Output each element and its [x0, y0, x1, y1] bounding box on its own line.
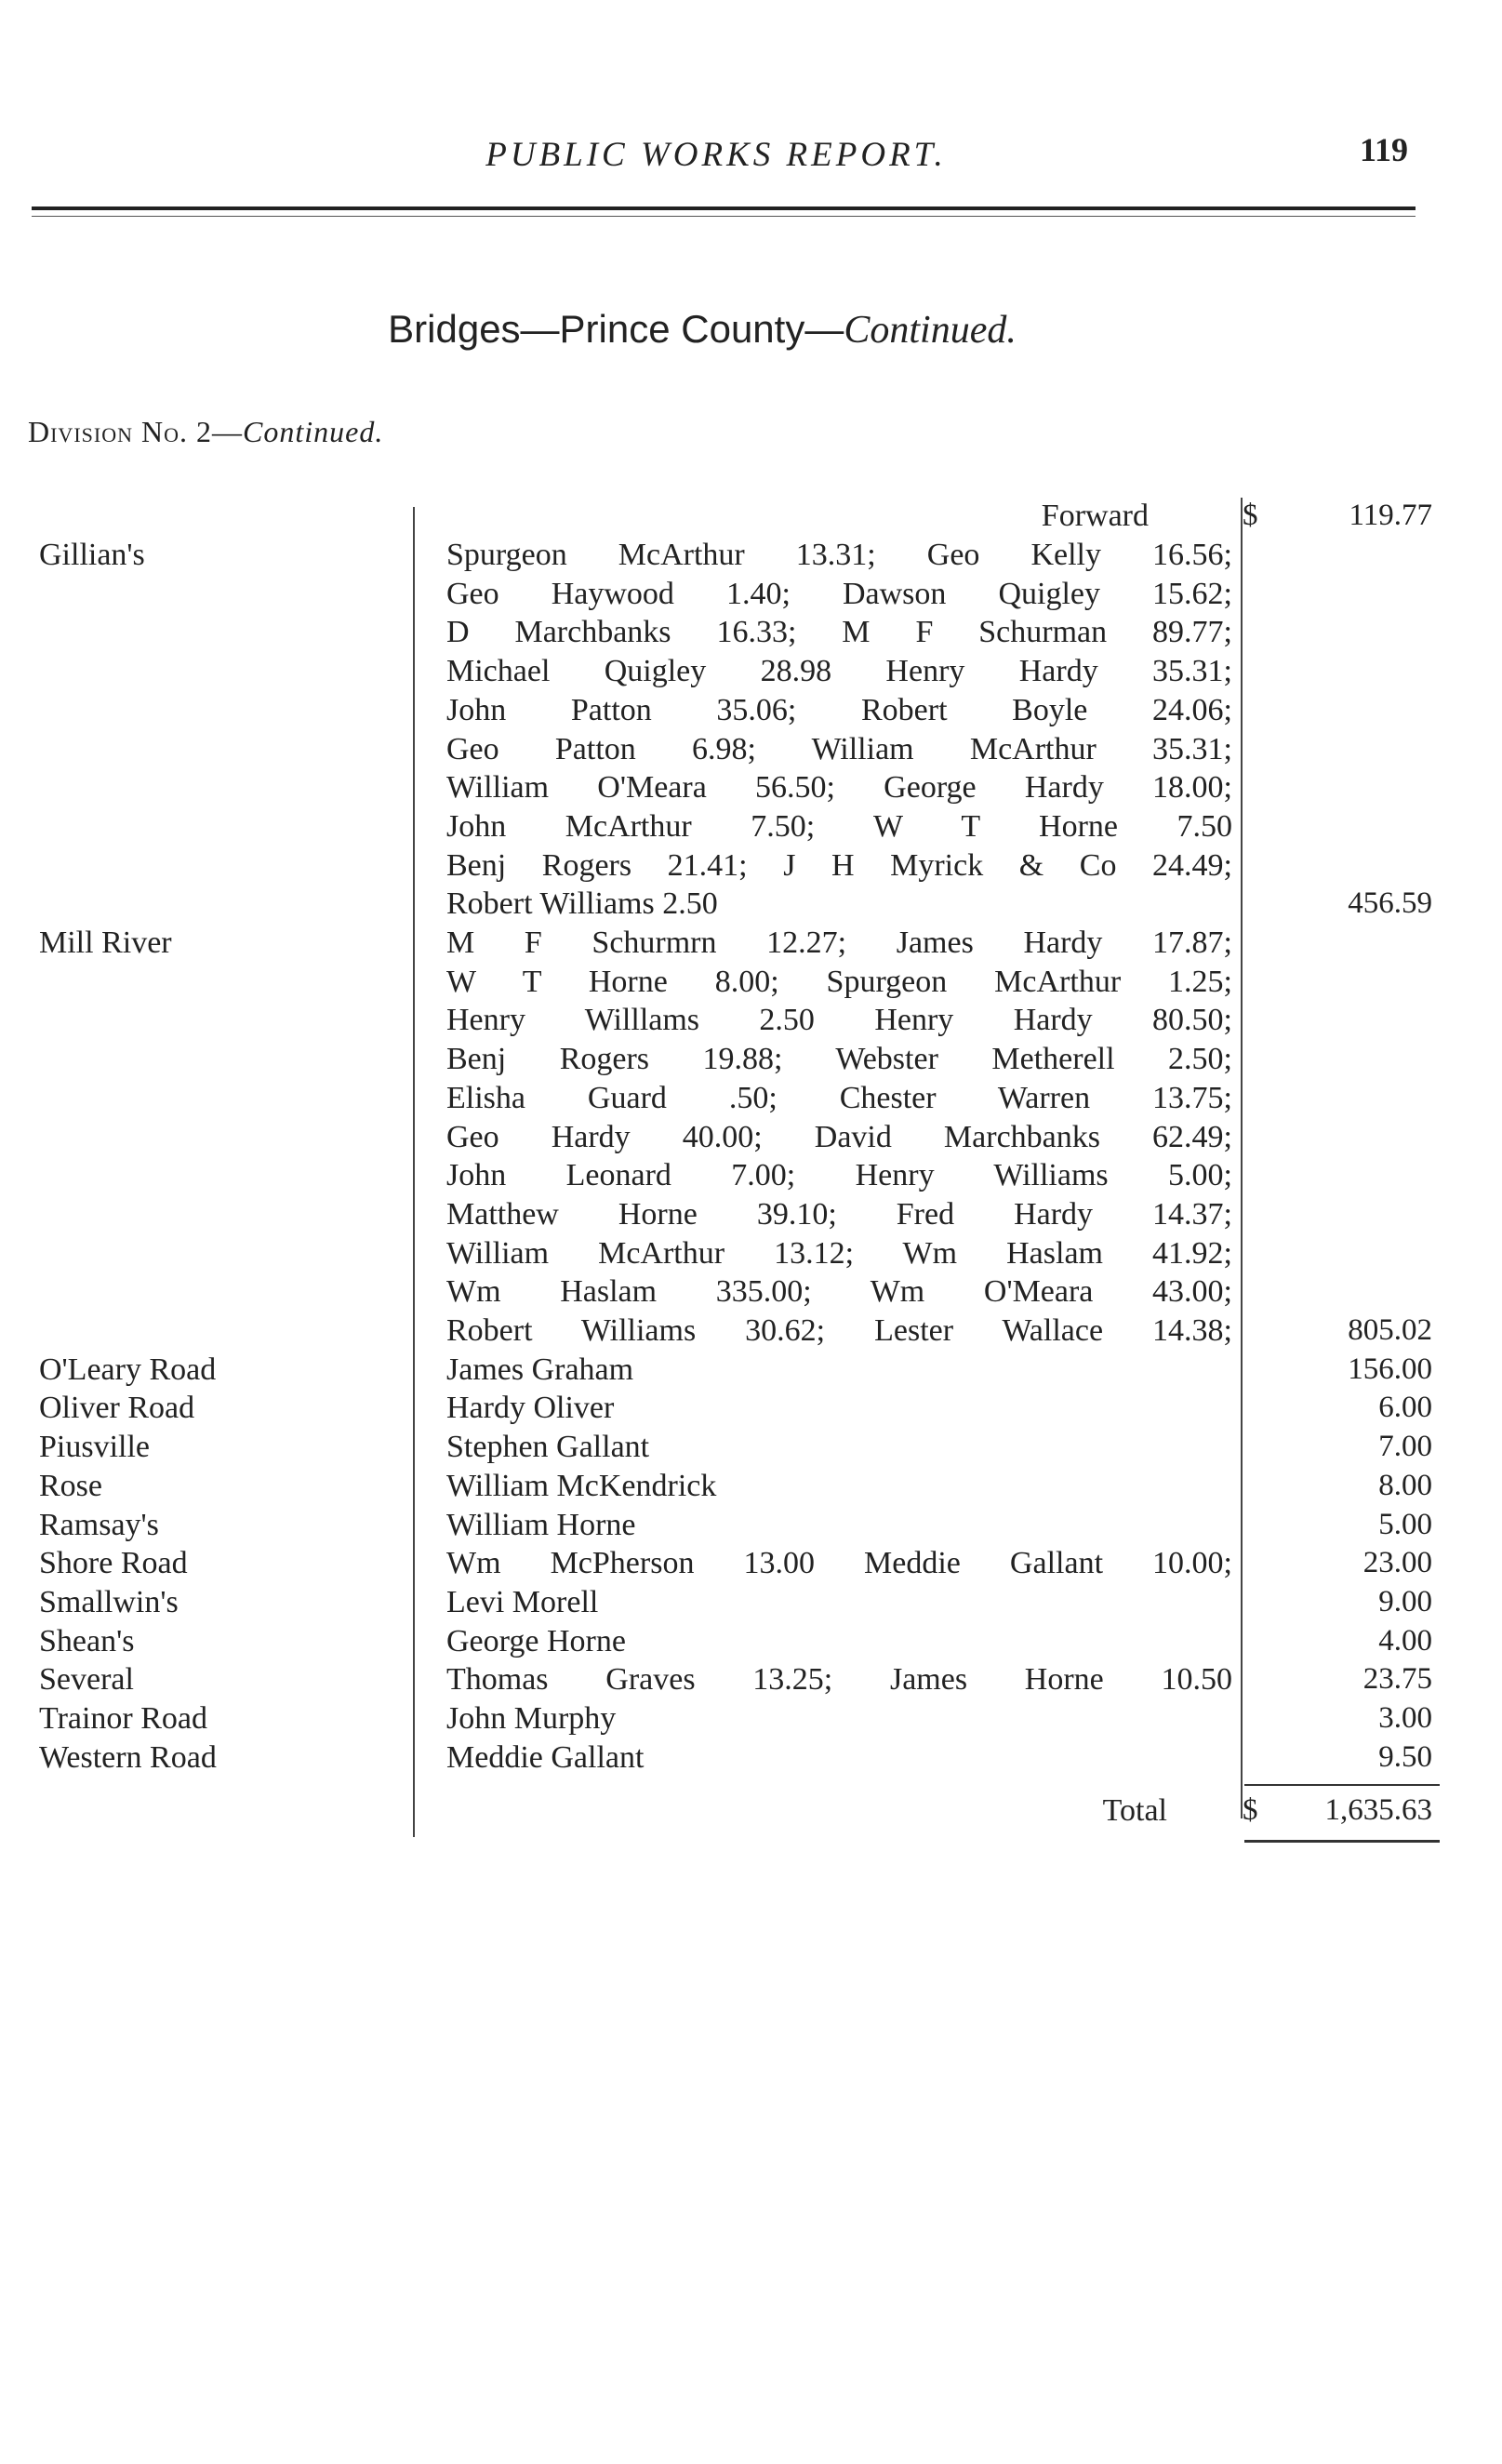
payee-entry: Geo Patton 6.98; William McArthur 35.31; [446, 731, 1232, 766]
amount: 5.00 [1378, 1507, 1432, 1541]
ledger-row [0, 1120, 1502, 1159]
payee-entry: Geo Haywood 1.40; Dawson Quigley 15.62; [446, 576, 1232, 611]
section-title-main: Bridges—Prince County— [388, 307, 844, 351]
payee-entry: John McArthur 7.50; W T Horne 7.50 [446, 808, 1232, 844]
payee-entry: Wm Haslam 335.00; Wm O'Meara 43.00; [446, 1274, 1232, 1310]
amount: 156.00 [1348, 1352, 1432, 1386]
payee-entry: Benj Rogers 19.88; Webster Metherell 2.50; [446, 1042, 1232, 1077]
ledger-row [0, 1430, 1502, 1469]
payee-entry: William O'Meara 56.50; George Hardy 18.00; [446, 770, 1232, 806]
amount: 456.59 [1348, 886, 1432, 921]
payee-entry: George Horne [446, 1623, 626, 1658]
place-name: Several [39, 1662, 134, 1698]
amount: 805.02 [1348, 1313, 1432, 1347]
payee-entry: John Patton 35.06; Robert Boyle 24.06; [446, 692, 1232, 727]
ledger-row [0, 926, 1502, 965]
place-name: Shore Road [39, 1546, 188, 1581]
place-name: Piusville [39, 1430, 151, 1465]
ledger-row [0, 1508, 1502, 1547]
ledger-row [0, 886, 1502, 926]
header-rule [32, 206, 1416, 210]
amount: 4.00 [1378, 1623, 1432, 1658]
amount: 8.00 [1378, 1468, 1432, 1502]
ledger-row [0, 654, 1502, 693]
payee-entry: Robert Williams 30.62; Lester Wallace 14.38; [446, 1313, 1232, 1348]
ledger-row [0, 1313, 1502, 1352]
payee-entry: Henry Willlams 2.50 Henry Hardy 80.50; [446, 1003, 1232, 1038]
ledger-row [0, 1740, 1502, 1779]
page-number: 119 [1360, 131, 1409, 168]
place-name: Mill River [39, 926, 172, 960]
ledger-row [0, 848, 1502, 887]
payee-entry: Wm McPherson 13.00 Meddie Gallant 10.00; [446, 1546, 1232, 1581]
section-title [0, 307, 1404, 353]
division-heading [28, 415, 383, 449]
ledger-row [0, 732, 1502, 771]
ledger-row [0, 1701, 1502, 1740]
place-name: Ramsay's [39, 1507, 159, 1542]
payee-entry: John Murphy [446, 1701, 617, 1736]
total-rule [1244, 1784, 1440, 1786]
payee-entry: Thomas Graves 13.25; James Horne 10.50 [446, 1662, 1232, 1698]
ledger-row [0, 1662, 1502, 1701]
division-continued: Continued. [242, 415, 384, 448]
ledger-row [0, 538, 1502, 577]
ledger-row [0, 1391, 1502, 1430]
division-label: Division No. 2— [28, 415, 243, 448]
place-name: Rose [39, 1468, 102, 1503]
payee-entry: Robert Williams 2.50 [446, 886, 718, 922]
ledger-row [0, 1274, 1502, 1313]
ledger-row [0, 1003, 1502, 1042]
place-name: O'Leary Road [39, 1352, 217, 1387]
ledger-row [0, 1624, 1502, 1663]
section-title-continued: Continued. [844, 309, 1017, 352]
payee-entry: Levi Morell [446, 1584, 599, 1619]
payee-entry: Geo Hardy 40.00; David Marchbanks 62.49; [446, 1119, 1232, 1154]
forward-label: Forward [1041, 499, 1149, 533]
ledger-row [0, 809, 1502, 848]
total-dollar: $ [1243, 1793, 1258, 1827]
payee-entry: Meddie Gallant [446, 1739, 645, 1775]
payee-entry: James Graham [446, 1352, 634, 1387]
ledger-row [0, 693, 1502, 732]
ledger-row [0, 1042, 1502, 1081]
forward-amount: 119.77 [1349, 499, 1432, 532]
ledger-row [0, 1197, 1502, 1236]
ledger-row [0, 1081, 1502, 1120]
payee-entry: William Horne [446, 1507, 636, 1542]
amount: 3.00 [1378, 1701, 1432, 1735]
payee-entry: Benj Rogers 21.41; J H Myrick & Co 24.49; [446, 847, 1232, 883]
amount: 6.00 [1378, 1391, 1432, 1425]
ledger-row [0, 1546, 1502, 1585]
ledger-row [0, 1585, 1502, 1624]
forward-dollar: $ [1243, 499, 1258, 532]
payee-entry: W T Horne 8.00; Spurgeon McArthur 1.25; [446, 964, 1232, 999]
place-name: Gillian's [39, 538, 145, 572]
place-name: Shean's [39, 1623, 135, 1658]
total-amount: 1,635.63 [1324, 1793, 1432, 1827]
ledger-row [0, 615, 1502, 654]
payee-entry: Spurgeon McArthur 13.31; Geo Kelly 16.56; [446, 538, 1232, 572]
place-name: Trainor Road [39, 1701, 208, 1736]
payee-entry: Elisha Guard .50; Chester Warren 13.75; [446, 1080, 1232, 1115]
payee-entry: William McKendrick [446, 1468, 717, 1503]
payee-entry: Stephen Gallant [446, 1430, 650, 1465]
place-name: Smallwin's [39, 1584, 179, 1619]
amount: 9.50 [1378, 1739, 1432, 1774]
ledger-row [0, 965, 1502, 1004]
place-name: Western Road [39, 1739, 217, 1775]
amount: 23.75 [1362, 1662, 1432, 1697]
ledger-row [0, 1469, 1502, 1508]
amount: 7.00 [1378, 1430, 1432, 1464]
payee-entry: Michael Quigley 28.98 Henry Hardy 35.31; [446, 654, 1232, 689]
ledger-row [0, 1236, 1502, 1275]
payee-entry: John Leonard 7.00; Henry Williams 5.00; [446, 1158, 1232, 1193]
payee-entry: William McArthur 13.12; Wm Haslam 41.92; [446, 1235, 1232, 1271]
ledger-row [0, 577, 1502, 616]
place-name: Oliver Road [39, 1391, 195, 1426]
ledger-row [0, 1158, 1502, 1197]
amount: 23.00 [1362, 1546, 1432, 1580]
ledger-row [0, 770, 1502, 809]
payee-entry: Hardy Oliver [446, 1391, 615, 1426]
payee-entry: M F Schurmrn 12.27; James Hardy 17.87; [446, 926, 1232, 960]
payee-entry: D Marchbanks 16.33; M F Schurman 89.77; [446, 615, 1232, 650]
header-rule-thin [32, 216, 1416, 217]
payee-entry: Matthew Horne 39.10; Fred Hardy 14.37; [446, 1196, 1232, 1232]
ledger-row [0, 1352, 1502, 1392]
running-head: PUBLIC WORKS REPORT. [485, 136, 947, 174]
total-underline [1244, 1840, 1440, 1843]
total-label: Total [1102, 1793, 1167, 1828]
amount: 9.00 [1378, 1584, 1432, 1618]
